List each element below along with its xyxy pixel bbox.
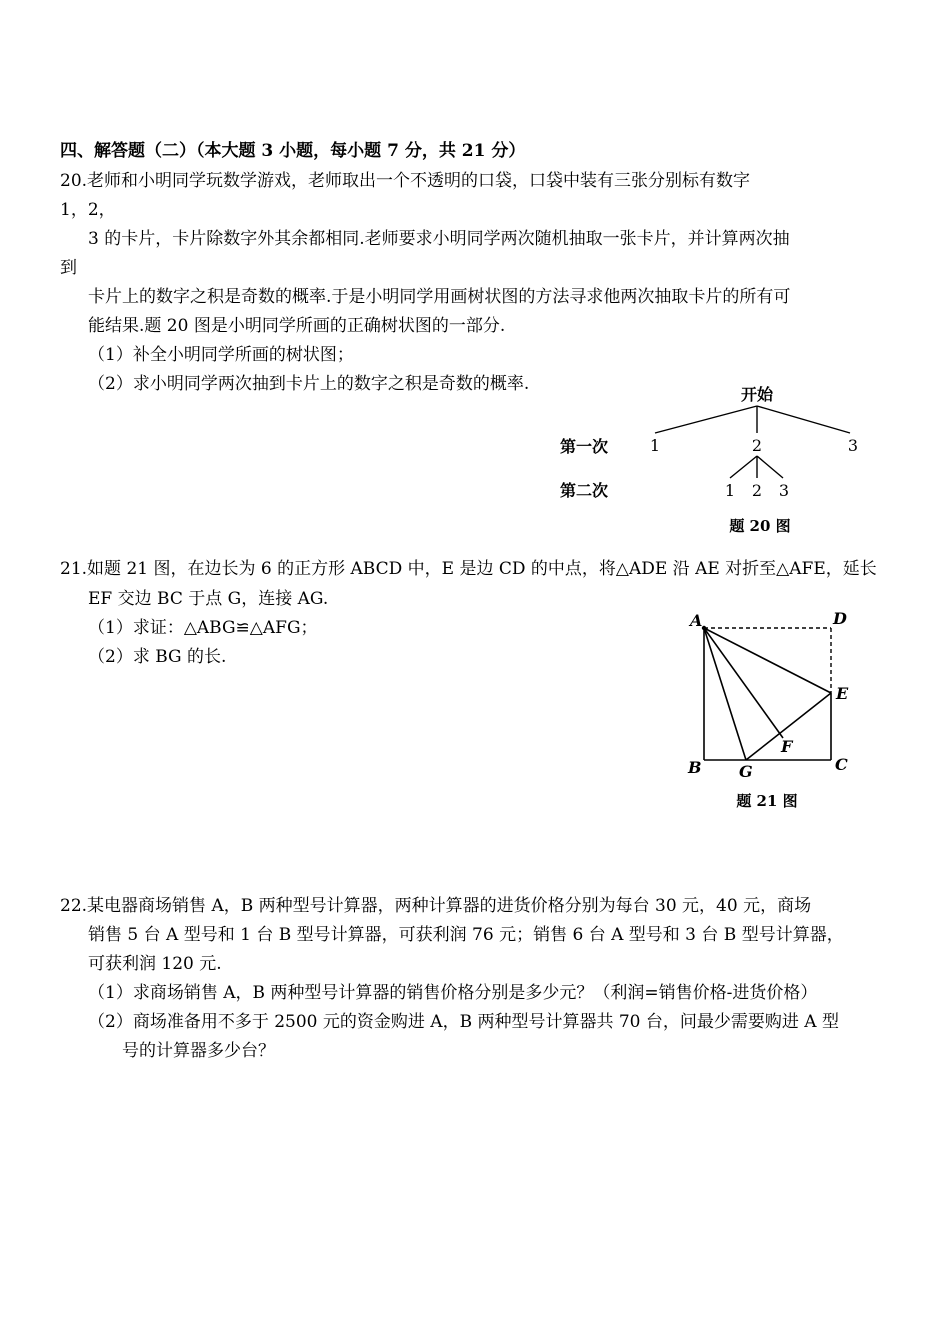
q20-line: 能结果.题 20 图是小明同学所画的正确树状图的一部分.	[88, 316, 506, 336]
point-C-label: C	[835, 755, 848, 774]
point-D-label: D	[833, 609, 847, 628]
tree-first-1: 1	[649, 436, 661, 455]
tree-second-3: 3	[778, 481, 790, 500]
q21-line: EF 交边 BC 于点 G，连接 AG.	[88, 589, 329, 609]
q22-line: 22.某电器商场销售 A，B 两种型号计算器，两种计算器的进货价格分别为每台 30 元，40 元，商场	[60, 896, 812, 916]
q20-line: 1，2，	[60, 200, 116, 220]
q20-subquestion-1: （1）补全小明同学所画的树状图；	[88, 345, 354, 365]
q20-line: 到	[60, 258, 77, 278]
tree-root-label: 开始	[740, 385, 774, 404]
q21-subquestion-1: （1）求证：△ABG≌△AFG；	[88, 618, 318, 638]
q22-line: 可获利润 120 元.	[88, 954, 222, 974]
point-G-label: G	[739, 762, 753, 781]
tree-row2-label: 第二次	[560, 481, 609, 500]
q21-subquestion-2: （2）求 BG 的长.	[88, 647, 227, 667]
q22-line: 号的计算器多少台？	[122, 1041, 275, 1061]
q22-subquestion-2: （2）商场准备用不多于 2500 元的资金购进 A，B 两种型号计算器共 70 台，问最少需要购进 A 型	[88, 1012, 839, 1032]
q21-geometry-figure	[680, 605, 870, 820]
point-B-label: B	[688, 758, 702, 777]
point-A-label: A	[690, 611, 703, 630]
q20-subquestion-2: （2）求小明同学两次抽到卡片上的数字之积是奇数的概率.	[88, 374, 530, 394]
tree-row1-label: 第一次	[560, 437, 609, 456]
section-heading: 四、解答题（二）（本大题 3 小题，每小题 7 分，共 21 分）	[60, 141, 526, 161]
point-E-label: E	[836, 684, 849, 703]
tree-first-2: 2	[751, 436, 763, 455]
q20-tree-diagram	[550, 378, 870, 540]
tree-second-2: 2	[751, 481, 763, 500]
tree-second-1: 1	[724, 481, 736, 500]
q22-subquestion-1: （1）求商场销售 A，B 两种型号计算器的销售价格分别是多少元？（利润=销售价格-进货价格）	[88, 983, 818, 1003]
q20-line: 20.老师和小明同学玩数学游戏，老师取出一个不透明的口袋，口袋中装有三张分别标有数字	[60, 171, 751, 191]
q20-line: 卡片上的数字之积是奇数的概率.于是小明同学用画树状图的方法寻求他两次抽取卡片的所有可	[88, 287, 791, 307]
q20-line: 3 的卡片，卡片除数字外其余都相同.老师要求小明同学两次随机抽取一张卡片，并计算两次抽	[88, 229, 790, 249]
q21-line: 21.如题 21 图，在边长为 6 的正方形 ABCD 中，E 是边 CD 的中点，将△ADE 沿 AE 对折至△AFE，延长	[60, 559, 877, 579]
tree-first-3: 3	[847, 436, 859, 455]
figure21-caption: 题 21 图	[736, 792, 798, 810]
q22-line: 销售 5 台 A 型号和 1 台 B 型号计算器，可获利润 76 元；销售 6 台 A 型号和 3 台 B 型号计算器，	[88, 925, 844, 945]
tree-caption: 题 20 图	[729, 517, 791, 535]
point-F-label: F	[781, 737, 793, 756]
